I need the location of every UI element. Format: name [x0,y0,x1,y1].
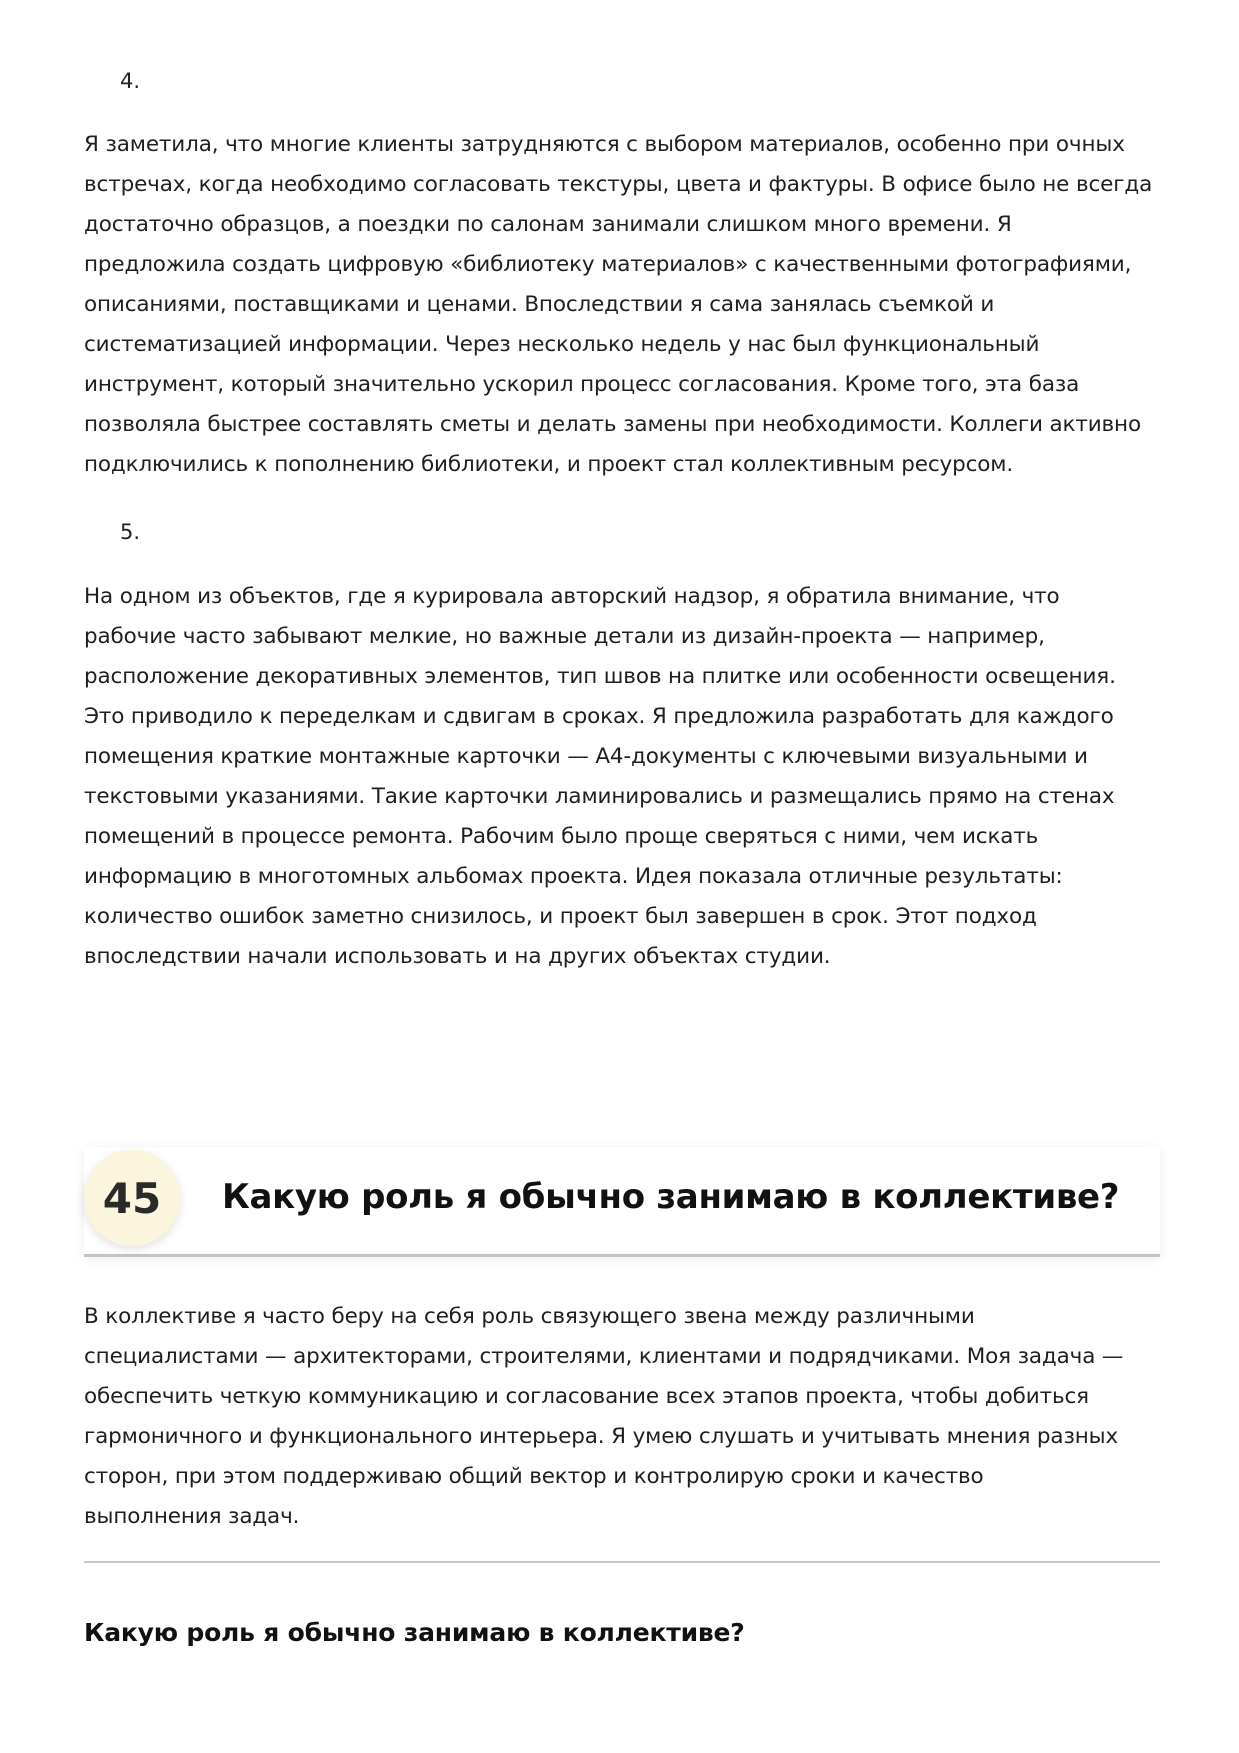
item-5-paragraph [84,577,1160,977]
text-line: Я заметила, что многие клиенты затрудняются с выбором материалов, особенно при очных [84,132,1125,157]
text-line: расположение декоративных элементов, тип швов на плитке или особенности освещения. [84,664,1116,689]
text-line: впоследствии начали использовать и на других объектах студии. [84,944,831,969]
text-line: достаточно образцов, а поездки по салонам занимали слишком много времени. Я [84,212,1012,237]
text-line: обеспечить четкую коммуникацию и согласование всех этапов проекта, чтобы добиться [84,1384,1089,1409]
text-line: инструмент, который значительно ускорил процесс согласования. Кроме того, эта база [84,372,1080,397]
text-line: подключились к пополнению библиотеки, и проект стал коллективным ресурсом. [84,452,1014,477]
text-line: специалистами — архитекторами, строителями, клиентами и подрядчиками. Моя задача — [84,1344,1124,1369]
question-title: Какую роль я обычно занимаю в коллективе? [222,1177,1120,1217]
answer-paragraph [84,1297,1160,1537]
section-divider [84,1561,1160,1563]
text-line: систематизацией информации. Через несколько недель у нас был функциональный [84,332,1040,357]
text-line: описаниями, поставщиками и ценами. Впоследствии я сама занялась съемкой и [84,292,995,317]
question-number-badge: 45 [84,1150,180,1246]
list-number-4: 4. [120,69,141,93]
sub-heading: Какую роль я обычно занимаю в коллективе? [84,1618,745,1647]
text-line: сторон, при этом поддерживаю общий вектор и контролирую сроки и качество [84,1464,984,1489]
text-line: позволяла быстрее составлять сметы и делать замены при необходимости. Коллеги активно [84,412,1141,437]
question-header [84,1147,1160,1257]
text-line: гармоничного и функционального интерьера. Я умею слушать и учитывать мнения разных [84,1424,1119,1449]
text-line: текстовыми указаниями. Такие карточки ламинировались и размещались прямо на стенах [84,784,1115,809]
list-number-5: 5. [120,520,141,544]
text-line: В коллективе я часто беру на себя роль связующего звена между различными [84,1304,975,1329]
text-line: встречах, когда необходимо согласовать текстуры, цвета и фактуры. В офисе было не всегда [84,172,1153,197]
text-line: рабочие часто забывают мелкие, но важные детали из дизайн-проекта — например, [84,624,1045,649]
item-4-paragraph [84,125,1160,485]
text-line: информацию в многотомных альбомах проекта. Идея показала отличные результаты: [84,864,1063,889]
text-line: На одном из объектов, где я курировала авторский надзор, я обратила внимание, что [84,584,1060,609]
text-line: Это приводило к переделкам и сдвигам в сроках. Я предложила разработать для каждого [84,704,1114,729]
text-line: помещения краткие монтажные карточки — А4-документы с ключевыми визуальными и [84,744,1088,769]
text-line: количество ошибок заметно снизилось, и проект был завершен в срок. Этот подход [84,904,1037,929]
text-line: предложила создать цифровую «библиотеку материалов» с качественными фотографиями, [84,252,1132,277]
text-line: помещений в процессе ремонта. Рабочим было проще сверяться с ними, чем искать [84,824,1039,849]
text-line: выполнения задач. [84,1504,300,1529]
